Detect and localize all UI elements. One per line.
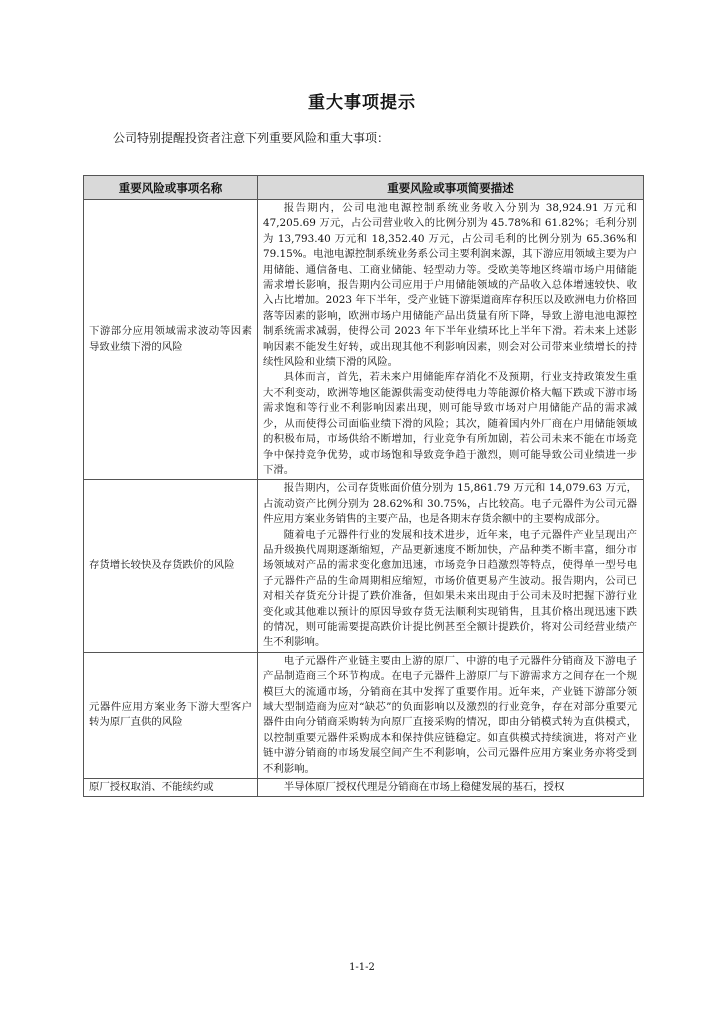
- risk-name: 元器件应用方案业务下游大型客户转为原厂直供的风险: [84, 652, 258, 778]
- risk-name: 存货增长较快及存货跌价的风险: [84, 480, 258, 652]
- table-row: [84, 652, 644, 778]
- risk-table: [83, 175, 644, 797]
- description-paragraph: 具体而言，首先，若未来户用储能库存消化不及预期，行业支持政策发生重大不利变动，欧洲等地区能源供需变动使得电力等能源价格大幅下跌或下游市场需求饱和等行业不利影响因素出现，则可能导致市场对户用储能产品的需求减少，从而使得公司面临业绩下滑的风险；其次，随着国内外厂商在户用储能领域的积极布局，市场供给不断增加，行业竞争有所加剧，若公司未来不能在市场竞争中保持竞争优势，或市场饱和导致竞争趋于激烈，则可能导致公司业绩进一步下滑。: [263, 371, 637, 476]
- table-row: [84, 200, 644, 480]
- table-row: [84, 480, 644, 652]
- intro-text: 公司特别提醒投资者注意下列重要风险和重大事项：: [113, 131, 390, 145]
- description-paragraph: 报告期内，公司电池电源控制系统业务收入分别为 38,924.91 万元和 47,205.69 万元，占公司营业收入的比例分别为 45.78%和 61.82%；毛利分别为 13,793.40 万元和 18,352.40 万元，占公司毛利的比例分别为 65.36%和 79.15%。电池电源控制系统业务系公司主要利润来源，其下游应用领域主要为户用储能、通信备电、工商业储能、轻型动力等。受欧美等地区终端市场户用储能需求增长影响，报告期内公司应用于户用储能领域的产品收入总体增速较快、收入占比增加。2023 年下半年，受产业链下游渠道商库存积压以及欧洲电力价格回落等因素的影响，欧洲市场户用储能产品出货量有所下降，导致上游电池电源控制系统需求减弱，使得公司 2023 年下半年业绩环比上半年下滑。若未来上述影响因素不能发生好转，或出现其他不利影响因素，则会对公司带来业绩增长的持续性风险和业绩下滑的风险。: [263, 202, 637, 369]
- risk-name: 下游部分应用领域需求波动等因素导致业绩下滑的风险: [84, 200, 258, 480]
- table-header-row: [84, 176, 644, 200]
- risk-description: [258, 652, 644, 778]
- description-paragraph: 电子元器件产业链主要由上游的原厂、中游的电子元器件分销商及下游电子产品制造商三个环节构成。在电子元器件上游原厂与下游需求方之间存在一个规模巨大的流通市场，分销商在其中发挥了重要作用。近年来，产业链下游部分领域大型制造商为应对“缺芯”的负面影响以及激烈的行业竞争，存在对部分重要元器件由向分销商采购转为向原厂直接采购的情况，即由分销模式转为直供模式，以控制重要元器件采购成本和保持供应链稳定。如直供模式持续演进，将对产业链中游分销商的市场发展空间产生不利影响，公司元器件应用方案业务亦将受到不利影响。: [263, 654, 637, 775]
- page-title: 重大事项提示: [308, 93, 416, 113]
- risk-name: 原厂授权取消、不能续约或: [84, 779, 258, 797]
- description-paragraph: 半导体原厂授权代理是分销商在市场上稳健发展的基石，授权: [283, 781, 565, 794]
- page-number: 1-1-2: [349, 962, 375, 973]
- column-header-description: 重要风险或事项简要描述: [258, 176, 644, 200]
- description-paragraph: 报告期内，公司存货账面价值分别为 15,861.79 万元和 14,079.63 万元，占流动资产比例分别为 28.62%和 30.75%，占比较高。电子元器件为公司元器件应用方案业务销售的主要产品，也是各期末存货余额中的主要构成部分。: [263, 482, 637, 526]
- risk-description: [258, 480, 644, 652]
- column-header-name: 重要风险或事项名称: [84, 176, 258, 200]
- table-row: [84, 779, 644, 797]
- risk-description: [258, 200, 644, 480]
- description-paragraph: 随着电子元器件行业的发展和技术进步，近年来，电子元器件产业呈现出产品升级换代周期逐渐缩短，产品更新速度不断加快，产品种类不断丰富，细分市场领域对产品的需求变化愈加迅速，市场竞争日趋激烈等特点，使得单一型号电子元器件产品的生命周期相应缩短，市场价值更易产生波动。报告期内，公司已对相关存货充分计提了跌价准备，但如果未来出现由于公司未及时把握下游行业变化或其他难以预计的原因导致存货无法顺利实现销售，且其价格出现迅速下跌的情况，则可能需要提高跌价计提比例甚至全额计提跌价，将对公司经营业绩产生不利影响。: [263, 528, 637, 649]
- risk-description: [258, 779, 644, 797]
